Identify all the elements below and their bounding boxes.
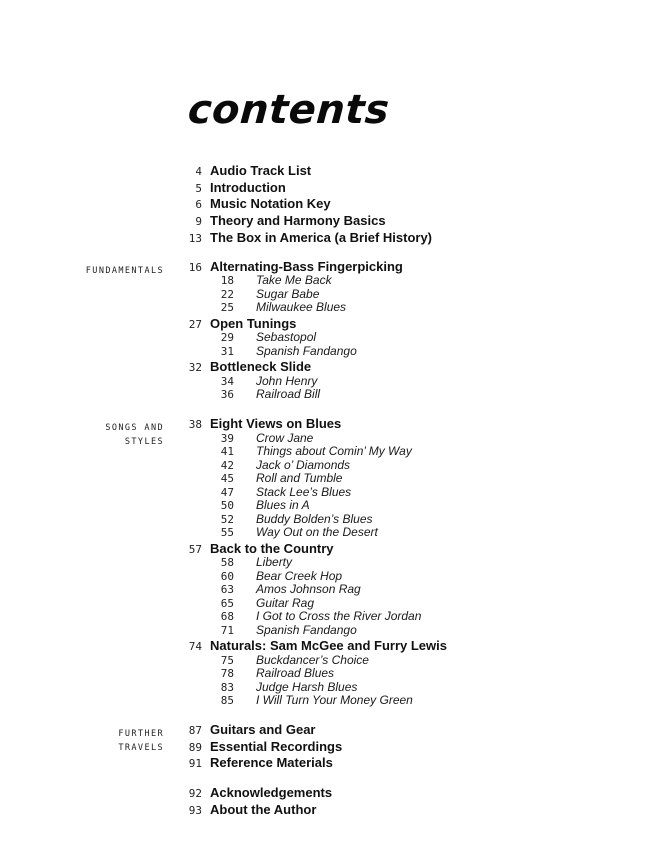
toc-title: Things about Comin’ My Way	[256, 444, 412, 458]
section-label-fundamentals	[86, 264, 164, 278]
toc-page-number: 74	[188, 640, 202, 653]
toc-title: John Henry	[256, 374, 318, 388]
toc-page-number: 16	[188, 261, 202, 274]
toc-title: Bear Creek Hop	[256, 569, 343, 583]
toc-title: Eight Views on Blues	[210, 416, 342, 431]
toc-page-number: 27	[188, 318, 202, 331]
section-label-songs-and-styles	[105, 421, 164, 449]
toc-page-number: 6	[195, 198, 202, 211]
toc-page-number: 65	[220, 597, 234, 610]
toc-title: Stack Lee’s Blues	[256, 485, 352, 499]
page-title: contents	[186, 87, 391, 133]
toc-page-number: 25	[220, 301, 234, 314]
toc-title: Sebastopol	[256, 330, 317, 344]
toc-title: Spanish Fandango	[256, 344, 357, 358]
toc-page-number: 38	[188, 418, 202, 431]
toc-title: Introduction	[210, 180, 286, 195]
section-label-line: FUNDAMENTALS	[85, 266, 164, 276]
toc-title: Back to the Country	[210, 541, 334, 556]
toc-page-number: 45	[220, 472, 234, 485]
toc-page-number: 93	[188, 804, 202, 817]
toc-page-number: 9	[195, 215, 202, 228]
toc-title: Buckdancer’s Choice	[256, 653, 369, 667]
toc-page-number: 92	[188, 787, 202, 800]
toc-page-number: 75	[220, 654, 234, 667]
toc-title: About the Author	[210, 802, 317, 817]
toc-page-number: 63	[220, 583, 234, 596]
toc-page-number: 58	[220, 556, 234, 569]
toc-title: Bottleneck Slide	[210, 359, 312, 374]
toc-title: Buddy Bolden’s Blues	[256, 512, 373, 526]
toc-title: Crow Jane	[256, 431, 314, 445]
toc-title: Theory and Harmony Basics	[210, 213, 386, 228]
toc-title: Milwaukee Blues	[256, 300, 347, 314]
toc-page-number: 60	[220, 570, 234, 583]
toc-page-number: 31	[220, 345, 234, 358]
section-label-line: SONGS AND	[105, 423, 164, 433]
toc-page-number: 68	[220, 610, 234, 623]
toc-page-number: 41	[220, 445, 234, 458]
toc-title: Audio Track List	[210, 163, 312, 178]
section-label-line: STYLES	[124, 437, 164, 447]
toc-page-number: 39	[220, 432, 234, 445]
toc-title: Reference Materials	[210, 755, 333, 770]
toc-page-number: 29	[220, 331, 234, 344]
toc-title: Guitar Rag	[256, 596, 315, 610]
toc-title: Take Me Back	[256, 273, 332, 287]
toc-title: Acknowledgements	[210, 785, 333, 800]
toc-page-number: 4	[195, 165, 202, 178]
toc-page-number: 71	[220, 624, 234, 637]
toc-page-number: 83	[220, 681, 234, 694]
toc-page-number: 55	[220, 526, 234, 539]
toc-page-number: 87	[188, 724, 202, 737]
section-label-line: TRAVELS	[118, 743, 164, 753]
toc-title: Sugar Babe	[256, 287, 320, 301]
toc-title: Way Out on the Desert	[256, 525, 378, 539]
toc-title: Amos Johnson Rag	[256, 582, 361, 596]
toc-title: Essential Recordings	[210, 739, 343, 754]
toc-page-number: 85	[220, 694, 234, 707]
toc-title: Alternating-Bass Fingerpicking	[210, 259, 403, 274]
toc-title: Jack o’ Diamonds	[256, 458, 351, 472]
toc-title: Railroad Blues	[256, 666, 335, 680]
toc-page-number: 91	[188, 757, 202, 770]
toc-page-number: 13	[188, 232, 202, 245]
toc-title: Railroad Bill	[256, 387, 321, 401]
toc-title: I Got to Cross the River Jordan	[256, 609, 422, 623]
toc-title: Open Tunings	[210, 316, 297, 331]
toc-page-number: 36	[220, 388, 234, 401]
toc-title: I Will Turn Your Money Green	[256, 693, 413, 707]
toc-title: Spanish Fandango	[256, 623, 357, 637]
toc-page-number: 89	[188, 741, 202, 754]
section-label-further-travels	[118, 727, 164, 755]
toc-page-number: 18	[220, 274, 234, 287]
toc-page-number: 34	[220, 375, 234, 388]
toc-page-number: 78	[220, 667, 234, 680]
toc-title: Guitars and Gear	[210, 722, 316, 737]
toc-page-number: 57	[188, 543, 202, 556]
toc-page-number: 52	[220, 513, 234, 526]
toc-title: Music Notation Key	[210, 196, 331, 211]
toc-title: Roll and Tumble	[256, 471, 343, 485]
toc-page-number: 42	[220, 459, 234, 472]
toc-title: Judge Harsh Blues	[256, 680, 358, 694]
toc-title: Blues in A	[256, 498, 310, 512]
toc-page-number: 47	[220, 486, 234, 499]
toc-title: The Box in America (a Brief History)	[210, 230, 433, 245]
toc-title: Naturals: Sam McGee and Furry Lewis	[210, 638, 447, 653]
toc-page-number: 5	[195, 182, 202, 195]
toc-page-number: 32	[188, 361, 202, 374]
toc-page-number: 22	[220, 288, 234, 301]
toc-title: Liberty	[256, 555, 293, 569]
toc-page-number: 50	[220, 499, 234, 512]
section-label-line: FURTHER	[118, 729, 164, 739]
